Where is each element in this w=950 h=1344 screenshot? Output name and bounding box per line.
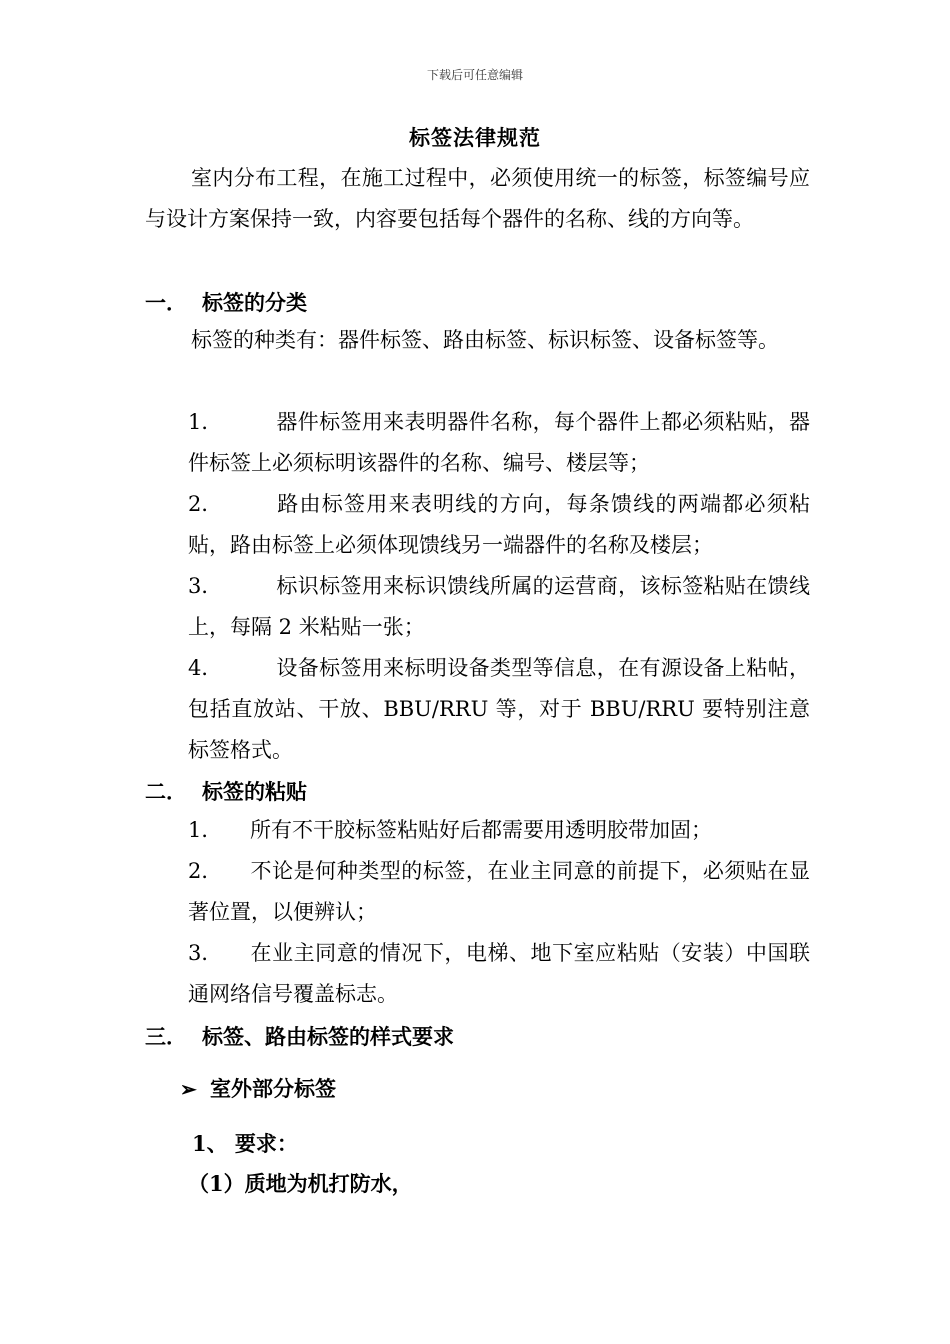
list-item-text: 路由标签用来表明线的方向，每条馈线的两端都必须粘贴，路由标签上必须体现馈线另一端器件的名称及楼层； (188, 492, 810, 557)
list-item (188, 402, 810, 484)
document-title: 标签法律规范 (409, 125, 541, 150)
list-item-text: 不论是何种类型的标签，在业主同意的前提下，必须贴在显著位置，以便辨认； (188, 859, 810, 924)
list-item-number: 4． (188, 656, 223, 680)
section-1-heading (145, 287, 307, 317)
list-item-text: 所有不干胶标签粘贴好后都需要用透明胶带加固； (250, 818, 712, 842)
list-item-number: 2． (188, 859, 223, 883)
requirements-heading: 1、 要求： (192, 1131, 298, 1156)
section-2-heading (145, 776, 307, 806)
list-item-text: 标识标签用来标识馈线所属的运营商，该标签粘贴在馈线上，每隔 2 米粘贴一张； (188, 574, 810, 639)
outdoor-label-title: 室外部分标签 (210, 1076, 336, 1101)
list-item (188, 566, 810, 648)
list-item-text: 器件标签用来表明器件名称，每个器件上都必须粘贴，器件标签上必须标明该器件的名称、编号、楼层等； (188, 410, 810, 475)
list-item (188, 484, 810, 566)
section-1-title: 标签的分类 (202, 290, 307, 315)
list-item-number: 3． (188, 574, 223, 598)
arrow-bullet-icon: ➢ (180, 1077, 197, 1101)
requirement-item: （1）质地为机打防水， (188, 1171, 413, 1196)
section-1-intro: 标签的种类有：器件标签、路由标签、标识标签、设备标签等。 (191, 328, 779, 352)
section-3-number: 三． (145, 1024, 187, 1049)
outdoor-label-subheading (180, 1073, 336, 1103)
list-item-number: 1． (188, 818, 223, 842)
section-3-heading (145, 1021, 454, 1051)
list-item (188, 933, 810, 1015)
section-2-title: 标签的粘贴 (202, 779, 307, 804)
list-item-number: 2． (188, 492, 223, 516)
list-item (188, 810, 810, 851)
list-item-text: 在业主同意的情况下，电梯、地下室应粘贴（安装）中国联通网络信号覆盖标志。 (188, 941, 810, 1006)
section-1-number: 一． (145, 290, 187, 315)
list-item-number: 3． (188, 941, 223, 965)
list-item-number: 1． (188, 410, 223, 434)
header-note: 下载后可任意编辑 (426, 68, 523, 82)
section-3-title: 标签、路由标签的样式要求 (202, 1024, 454, 1049)
list-item (188, 851, 810, 933)
section-2-number: 二． (145, 779, 187, 804)
list-item (188, 648, 810, 771)
intro-paragraph: 室内分布工程，在施工过程中，必须使用统一的标签，标签编号应与设计方案保持一致，内容要包括每个器件的名称、线的方向等。 (145, 166, 810, 231)
list-item-text: 设备标签用来标明设备类型等信息，在有源设备上粘帖，包括直放站、干放、BBU/RRU 等，对于 BBU/RRU 要特别注意标签格式。 (188, 656, 810, 762)
